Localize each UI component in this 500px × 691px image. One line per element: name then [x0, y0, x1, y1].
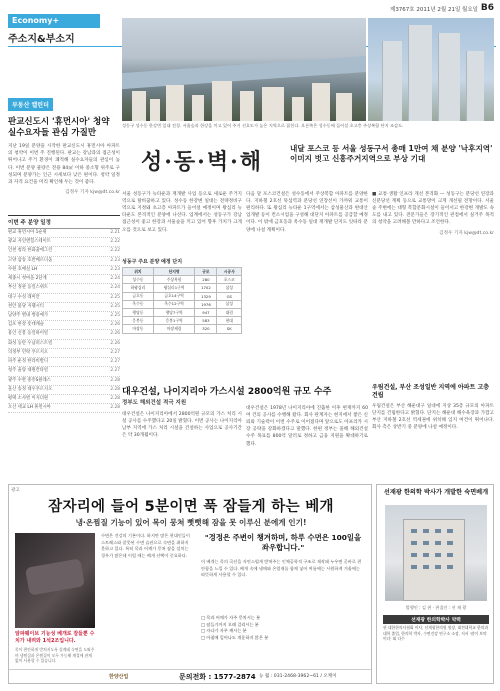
table-cell: 응봉1구역 [153, 317, 195, 325]
schedule-item [8, 340, 120, 349]
schedule-item-date: 2.25 [110, 312, 120, 318]
schedule-item [8, 330, 120, 339]
story2-headline: 우림건설, 부산 조성일반 지역에 아파트 고층 건립 [372, 384, 490, 399]
table-cell: 1702 [195, 284, 217, 292]
ad-checklist [201, 615, 365, 641]
table-cell: 왕십리1구역 [153, 284, 195, 292]
ad-label: 광고 [11, 488, 20, 493]
ad-small-text: 목이 편안하게 받쳐지도록 설계돼 숙면을 도와주며 냉찜질과 온찜질이 모두 가능해 계절에 관계없이 사용할 수 있습니다. [15, 647, 95, 663]
schedule-item-date: 2.26 [110, 340, 120, 346]
table-cell: 행당동 [123, 308, 154, 316]
schedule-item-title: 화성 동탄 우남퍼스트빌 [8, 340, 53, 346]
table-cell: 마장세림 [153, 325, 195, 333]
section-logo: Economy+ [8, 14, 100, 28]
page-number: B6 [480, 3, 494, 13]
table-row [123, 300, 242, 308]
table-cell: 현대 [217, 317, 242, 325]
schedule-item [8, 349, 120, 358]
schedule-item-date: 2.22 [110, 239, 120, 245]
schedule-item-date: 2.24 [110, 285, 120, 291]
schedule-item-date: 2.28 [110, 395, 120, 401]
table-cell: 280 [195, 276, 217, 284]
schedule-item-title: 오산 세교 LH 휴먼시아 [8, 405, 51, 411]
schedule-item [8, 312, 120, 321]
schedule-item [8, 266, 120, 275]
schedule-item-title: 남양주 별내 쌍용예가 [8, 312, 49, 318]
left-column [8, 92, 120, 195]
article-text-1 [122, 186, 242, 234]
story2-text [372, 398, 494, 431]
clinic-building-photo [385, 505, 487, 601]
table-cell: 행당7구역 [153, 308, 195, 316]
schedule-item-title: 판교 휴먼시아 1순위 [8, 230, 47, 235]
table-cell: 응봉동 [123, 317, 154, 325]
schedule-item-title: 광교 자연앤힐스테이트 [8, 239, 51, 245]
table-cell: 성수동 [123, 276, 154, 284]
table-cell: SK [217, 325, 242, 333]
table-row [123, 284, 242, 292]
schedule-item-date: 2.27 [110, 359, 120, 365]
main-headline: 성·동·벽·해 [141, 149, 263, 175]
table-cell: 주상복합 [153, 276, 195, 284]
schedule-item [8, 358, 120, 367]
schedule-list-title: 이번 주 분양 일정 [8, 215, 120, 229]
ad-subtitle: 냉·온찜질 기능이 있어 목이 뭉쳐 뻣뻣해 잠을 못 이루신 분에게 인기! [75, 518, 307, 527]
schedule-item-date: 2.25 [110, 303, 120, 309]
story1-text-b [246, 400, 368, 448]
calendar-label: 부동산 캘린더 [8, 98, 53, 111]
pillow-photo [15, 533, 95, 628]
project-table-title: 성동구 주요 분양 예정 단지 [122, 259, 183, 265]
table-cell: 금호동 [123, 292, 154, 300]
left-column-byline: 김정우 기자 kjw@dt.co.kr [65, 189, 120, 195]
schedule-item [8, 367, 120, 376]
schedule-item-title: 파주 운정 한라비발디 [8, 359, 49, 365]
article-body-3: ■ 교통·생활 인프라 개선 본격화 — 성동구는 분당선 연장과 신분당선 계획 등으로 교통망이 크게 개선될 전망이다. 서울숲 주변에는 대형 복합문화시설이 들어서고 한강변 개발도 속도를 내고 있다. 전문가들은 장기적인 관점에서 실거주 목적의 청약을 고려해볼 만하다고 조언한다. [372, 192, 494, 226]
ad-check-item: □ 아침에 일어나도 개운하지 않은 분 [201, 634, 269, 640]
schedule-item-date: 2.28 [110, 377, 120, 383]
schedule-item-date: 2.27 [110, 368, 120, 374]
table-cell: GS [217, 292, 242, 300]
article-body-1: 서울 성동구가 뉴타운과 재개발 사업 등으로 새로운 주거지역으로 탈바꿈하고 있다. 성수동 한강변 일대는 전략정비구역으로 지정돼 초고층 아파트가 들어설 예정이며 왕십리 뉴타운도 본격적인 분양에 나선다. 업계에서는 성동구가 강남 접근성이 좋고 한강과 서울숲을 끼고 있어 향후 가치가 크게 오를 것으로 보고 있다. [122, 192, 242, 233]
schedule-item-title: 고양 삼송 호반베르디움 [8, 257, 53, 263]
schedule-item-date: 2.23 [110, 257, 120, 263]
table-cell: 1329 [195, 292, 217, 300]
table-header: 시공사 [217, 268, 242, 276]
ad-phone-2: 능 월 : 031-2468-3962~61 / 오케이 [259, 674, 337, 679]
table-row [123, 317, 242, 325]
table-row [123, 276, 242, 284]
story1-headline: 대우건설, 나이지리아 가스시설 2800억원 규모 수주 [122, 387, 332, 397]
schedule-items [8, 229, 120, 413]
story1-subhead: 정부도 해외건설 적극 지원 [122, 400, 187, 406]
ad-body: 수면은 건강의 기본이다. 하지만 많은 현대인들이 스트레스와 잘못된 수면 습관으로 숙면을 취하지 못하고 있다. 특히 목과 어깨가 뭉쳐 잠을 설치는 경우가 많은데 이럴 때는 베개 선택이 중요하다. [101, 533, 190, 558]
story2-body: 우림건설은 부산 해운대구 일대에 지상 35층 규모의 아파트 단지를 건립한다고 밝혔다. 단지는 해운대 해수욕장과 가깝고 부산 지하철 2호선 역세권에 위치해 입지 여건이 뛰어나다. 회사 측은 상반기 중 분양에 나설 예정이다. [372, 404, 494, 431]
schedule-item-title: 용인 신봉 동일하이빌 [8, 331, 49, 337]
schedule-item [8, 247, 120, 256]
schedule-item [8, 303, 120, 312]
schedule-item [8, 257, 120, 266]
table-cell: 하왕십리 [123, 284, 154, 292]
ad-phone: 문의전화 : 1577-2874 [179, 673, 256, 681]
ad-check-item: □ 목과 어깨가 자주 뭉치시는 분 [201, 615, 261, 620]
schedule-item-title: 대구 수성 래미안 [8, 294, 40, 300]
table-header: 위치 [123, 268, 154, 276]
project-table [122, 258, 242, 334]
table-cell: 금호14구역 [153, 292, 195, 300]
schedule-item-date: 2.25 [110, 294, 120, 300]
left-column-body: 지난 19일 분양을 시작한 판교신도시 휴먼시아 아파트의 청약이 이번 주 진행된다. 판교는 강남과의 접근성이 뛰어나고 주거 환경이 쾌적해 실수요자들의 관심이 높다. 이번 분양 물량은 전용 84㎡ 이하 중소형 위주로 구성되며 분양가는 인근 시세보다 낮은 편이다. 청약 일정과 자격 요건을 미리 확인해 두는 것이 좋다. [8, 144, 120, 185]
schedule-item-title: 김포 한강 롯데캐슬 [8, 322, 44, 328]
doctor-advertisement [376, 484, 494, 684]
schedule-item-title: 수원 호매실 LH [8, 266, 38, 272]
schedule-item-date: 2.22 [110, 248, 120, 254]
article-byline: 김정우 기자 kjw@dt.co.kr [439, 230, 494, 236]
project-table-grid [122, 267, 242, 334]
ad-footer [9, 669, 371, 683]
table-cell: 320 [195, 325, 217, 333]
schedule-item [8, 229, 120, 238]
ad-title: 잠자리에 들어 5분이면 푹 잠들게 하는 베개 [48, 499, 334, 515]
right-ad-info: 현 대한한의사협회 이사, 선재광한의원 원장, 대전대학교 한의과대학 졸업, 한의학 박사, 수면건강 연구소 소장, 저서 '잠이 보약이다' 외 다수 [383, 625, 489, 642]
article-text-3 [372, 186, 494, 236]
story1-body-a: 대우건설은 나이지리아에서 2800억원 규모의 가스 처리 시설 공사를 수주했다고 20일 밝혔다. 이번 공사는 나이지리아 남부 지역에 가스 처리 시설을 건설하는 사업으로 공사기간은 약 30개월이다. [122, 412, 242, 439]
table-cell: 옥수동 [123, 300, 154, 308]
table-cell: 포스코 [217, 276, 242, 284]
table-row [123, 325, 242, 333]
table-cell: 옥수12구역 [153, 300, 195, 308]
schedule-item-title: 천안 불당 지웰시티 [8, 303, 44, 309]
pillow-advertisement [8, 484, 372, 684]
ad-check-item: □ 잠들기까지 오래 걸리시는 분 [201, 621, 259, 627]
table-cell: 삼성 [217, 300, 242, 308]
schedule-item-title: 청주 율량 대원칸타빌 [8, 368, 49, 374]
ad-brand: 한양산업 [109, 674, 129, 680]
schedule-item [8, 377, 120, 386]
issue-info: 제3767호 2011년 2월 21일 월요일 [390, 7, 478, 13]
ad-body-2: 이 베개는 목의 곡선을 자연스럽게 받쳐주는 인체공학적 구조로 제작돼 누우면 곧바로 편안함을 느낄 수 있다. 베개 속에 냉매와 온열재를 함께 넣어 여름에는 시원하게 겨울에는 따뜻하게 사용할 수 있다. [201, 559, 362, 577]
table-cell: 947 [195, 308, 217, 316]
table-cell: 1976 [195, 300, 217, 308]
right-ad-title: 선재광 한의학 박사가 개발한 숙면베개 [383, 489, 489, 496]
schedule-item-title: 세종시 첫마을 2단계 [8, 276, 47, 282]
left-column-title: 판교신도시 '휴먼시아' 청약 실수요자들 관심 가질만 [8, 117, 110, 138]
photo-caption: 성동구 성수동 한강변 일대 전경. 서울숲과 한강을 끼고 있어 주거 선호도가 높은 지역으로 꼽힌다. 오른쪽은 성수동에 들어설 초고층 주상복합 단지 조감도. [122, 123, 404, 128]
schedule-item [8, 404, 120, 413]
schedule-item-title: 울산 송정 대우푸르지오 [8, 386, 53, 392]
ad-check-item: □ 자다가 자주 깨시는 분 [201, 628, 247, 633]
schedule-list [8, 215, 120, 413]
schedule-item-title: 부산 정관 동일스위트 [8, 285, 49, 291]
schedule-item-title: 광주 수완 중흥S클래스 [8, 377, 51, 383]
right-ad-info-title: 선재광 한의학박사 약력 [383, 615, 489, 624]
schedule-item-date: 2.26 [110, 331, 120, 337]
section-title: 주소지&부소지 [8, 34, 75, 45]
ad-quote: "경정은 주변이 챙겨하며, 하루 수면은 100일을 좌우합니다." [204, 533, 362, 552]
section-brand [8, 14, 100, 54]
right-ad-meta: 발행인 : 김 현 · 편집인 : 선 재 광 [405, 605, 467, 610]
table-cell: 대림 [217, 308, 242, 316]
table-header: 규모 [195, 268, 217, 276]
schedule-item-date: 2.28 [110, 405, 120, 411]
main-subhead: 내달 포스코 등 서울 성동구서 총매 1만여 채 분양 '낙후지역' 이미지 벗고 신흥주거지역으로 부상 기대 [290, 144, 493, 164]
table-cell: 마장동 [123, 325, 154, 333]
river-photo [122, 18, 366, 121]
schedule-item-date: 2.21 [110, 230, 120, 235]
story1-body-b: 대우건설은 1978년 나이지리아에 진출한 이후 현재까지 60여 건의 공사를 수행해 왔다. 회사 관계자는 현지에서 쌓은 신뢰와 기술력이 이번 수주로 이어졌다며 앞으로도 아프리카 시장 공략을 강화하겠다고 말했다. 한편 정부는 올해 해외건설 수주 목표를 800억 달러로 정하고 금융 지원을 확대하기로 했다. [246, 406, 368, 447]
table-row [123, 308, 242, 316]
tower-rendering-photo [368, 18, 494, 121]
schedule-item [8, 321, 120, 330]
schedule-item-date: 2.26 [110, 322, 120, 328]
schedule-item-date: 2.28 [110, 386, 120, 392]
schedule-item-title: 의정부 민락 푸르지오 [8, 349, 49, 355]
schedule-item [8, 284, 120, 293]
table-header: 단지명 [153, 268, 195, 276]
schedule-item-date: 2.27 [110, 349, 120, 355]
ad-red-note: 알파웨이브 기능성 베개로 잠들뿐 수치가 내려와 1석2조입니다. [15, 631, 95, 644]
schedule-item [8, 294, 120, 303]
table-cell: 삼성 [217, 284, 242, 292]
schedule-item [8, 386, 120, 395]
story1-text-a [122, 406, 242, 439]
article-body-2: 다음 달 포스코건설은 성수동에서 주상복합 아파트를 분양한다. 지하철 2호선 뚝섬역과 분당선 연장선이 가까워 교통이 편리하다. 또 왕십리 뉴타운 1구역에서는 삼성물산과 현대산업개발 등이 컨소시엄을 구성해 대단지 아파트를 공급할 예정이다. 이 밖에 금호동과 옥수동 일대 재개발 단지도 잇따라 분양에 나설 계획이다. [246, 192, 368, 233]
schedule-item [8, 238, 120, 247]
table-cell: 583 [195, 317, 217, 325]
schedule-item-title: 인천 청라 한화꿈에그린 [8, 248, 53, 254]
table-row [123, 292, 242, 300]
schedule-item-date: 2.24 [110, 276, 120, 282]
schedule-item [8, 395, 120, 404]
article-text-2 [246, 186, 368, 234]
schedule-item-date: 2.23 [110, 266, 120, 272]
schedule-item [8, 275, 120, 284]
schedule-item-title: 평택 소사벌 이지더원 [8, 395, 49, 401]
